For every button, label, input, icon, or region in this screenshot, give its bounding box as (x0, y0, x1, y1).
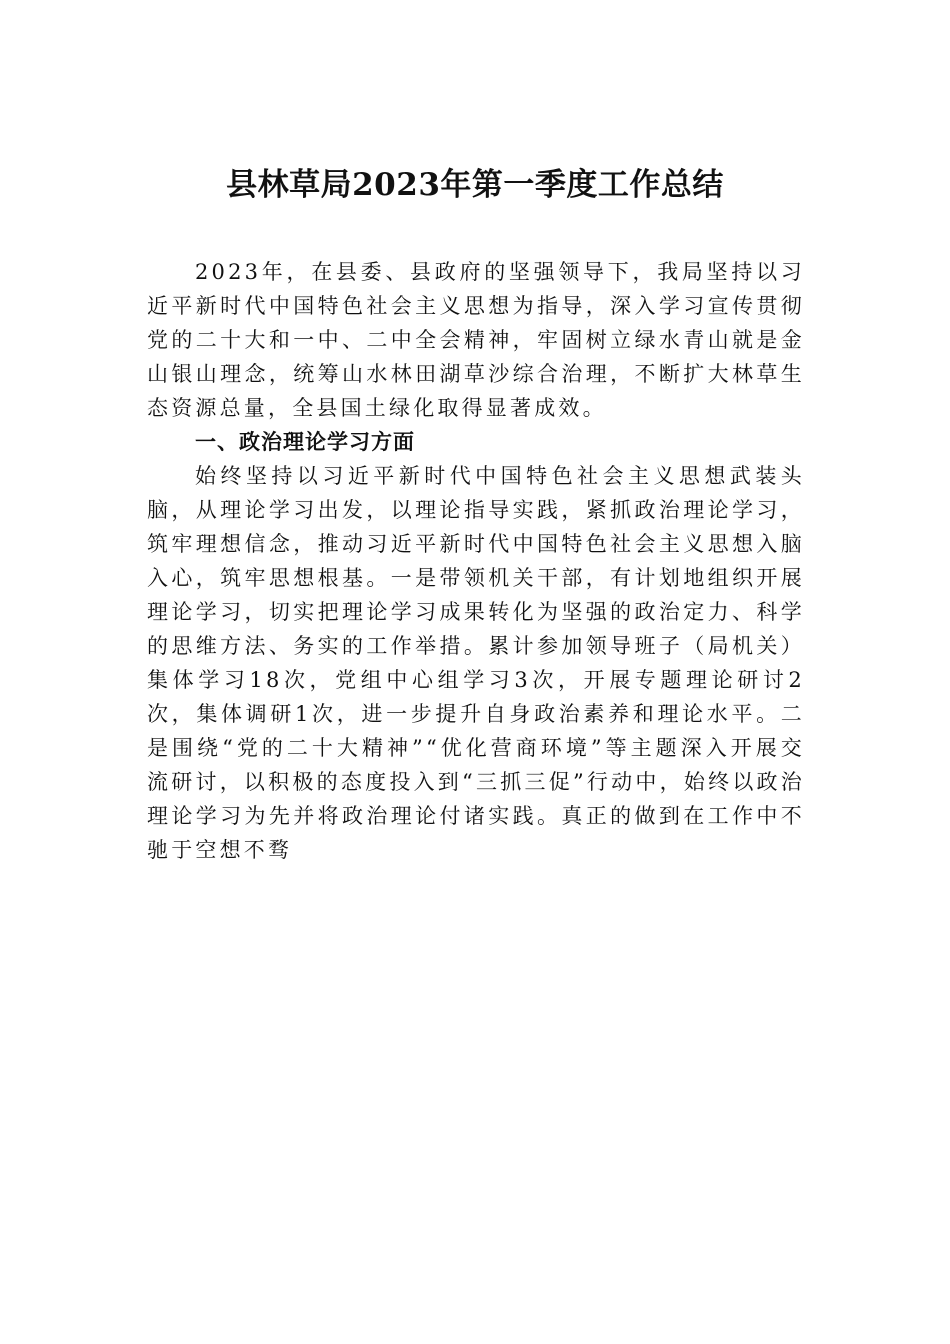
document-title: 县林草局2023年第一季度工作总结 (226, 167, 724, 203)
section-heading-political-theory: 一、政治理论学习方面 (195, 430, 415, 454)
section-paragraph-political-theory: 始终坚持以习近平新时代中国特色社会主义思想武装头脑，从理论学习出发，以理论指导实践，紧抓政治理论学习，筑牢理想信念，推动习近平新时代中国特色社会主义思想入脑入心，筑牢思想根基。一是带领机关干部，有计划地组织开展理论学习，切实把理论学习成果转化为坚强的政治定力、科学的思维方法、务实的工作举措。累计参加领导班子（局机关）集体学习18次，党组中心组学习3次，开展专题理论研讨2次，集体调研1次，进一步提升自身政治素养和理论水平。二是围绕“党的二十大精神”“优化营商环境”等主题深入开展交流研讨，以积极的态度投入到“三抓三促”行动中，始终以政治理论学习为先并将政治理论付诸实践。真正的做到在工作中不驰于空想不骛 (147, 464, 805, 862)
intro-paragraph: 2023年，在县委、县政府的坚强领导下，我局坚持以习近平新时代中国特色社会主义思想为指导，深入学习宣传贯彻党的二十大和一中、二中全会精神，牢固树立绿水青山就是金山银山理念，统筹山水林田湖草沙综合治理，不断扩大林草生态资源总量，全县国土绿化取得显著成效。 (147, 260, 805, 420)
document-body (147, 255, 805, 867)
